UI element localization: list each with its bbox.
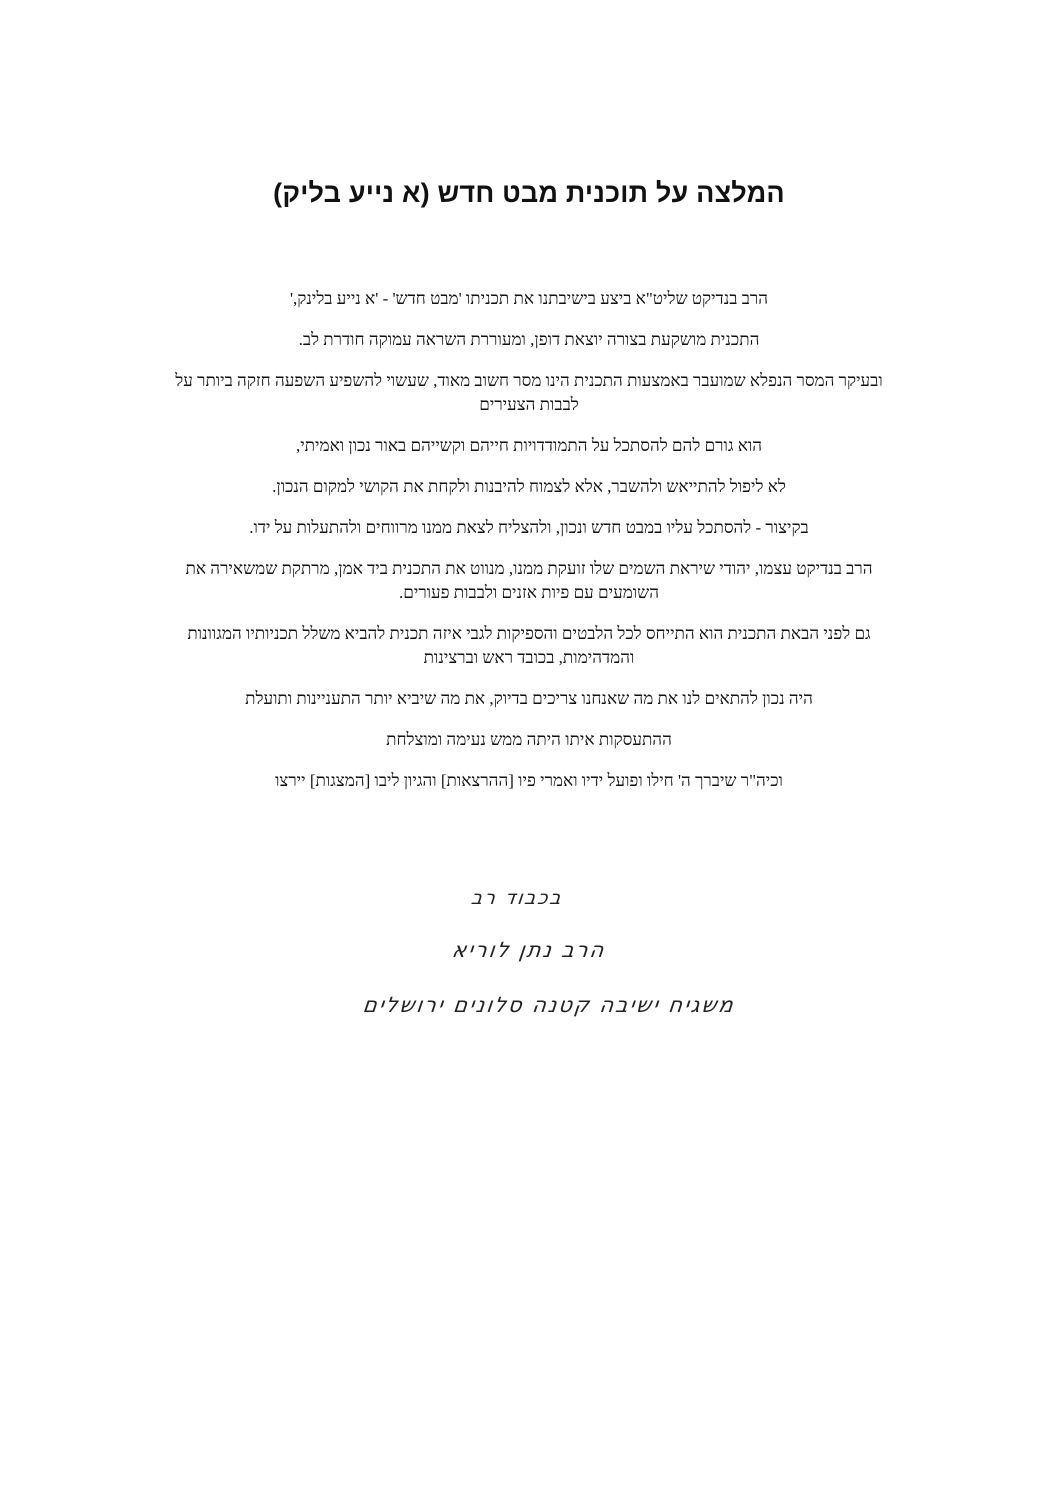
paragraph: ההתעסקות איתו היתה ממש נעימה ומוצלחת: [386, 730, 672, 749]
document-body: [160, 287, 898, 810]
signature-name: הרב נתן לוריא: [450, 938, 608, 962]
paragraph: הרב בנדיקט עצמו, יהודי שיראת השמים שלו זועקת ממנו, מנווט את התכנית ביד אמן, מרתקת שמשאירה את השומעים עם פיות אזנים ולבבות פעורים.: [185, 559, 873, 602]
signature-closing: בכבוד רב: [469, 887, 565, 909]
paragraph: גם לפני הבאת התכנית הוא התייחס לכל הלבטים והספיקות לגבי איזה תכנית להביא משלל תכניותיו המגוונות והמדהימות, בכובד ראש וברצינות: [187, 624, 871, 667]
signature-position: משגיח ישיבה קטנה סלונים ירושלים: [361, 993, 737, 1017]
paragraph: לא ליפול להתייאש ולהשבר, אלא לצמוח להיבנות ולקחת את הקושי למקום הנכון.: [272, 477, 786, 496]
paragraph: הרב בנדיקט שליט"א ביצע בישיבתנו את תכניתו 'מבט חדש' - 'א נייע בלינק,': [289, 289, 769, 308]
paragraph: הוא גורם להם להסתכל על התמודדויות חייהם וקשייהם באור נכון ואמיתי,: [295, 436, 763, 455]
paragraph: וכיה"ר שיברך ה' חילו ופועל ידיו ואמרי פיו [ההרצאות] והגיון ליבו [המצגות] יירצו: [275, 771, 783, 790]
paragraph: היה נכון להתאים לנו את מה שאנחנו צריכים בדיוק, את מה שיביא יותר התעניינות ותועלת: [245, 689, 813, 708]
paragraph: בקיצור - להסתכל עליו במבט חדש ונכון, ולהצליח לצאת ממנו מרווחים ולהתעלות על ידו.: [249, 518, 809, 537]
paragraph: ובעיקר המסר הנפלא שמועבר באמצעות התכנית הינו מסר חשוב מאוד, שעשוי להשפיע השפעה חזקה ביותר על לבבות הצעירים: [175, 371, 883, 414]
paragraph: התכנית מושקעת בצורה יוצאת דופן, ומעוררת השראה עמוקה חודרת לב.: [298, 330, 760, 349]
document-title: המלצה על תוכנית מבט חדש (א נייע בליק): [273, 178, 785, 208]
